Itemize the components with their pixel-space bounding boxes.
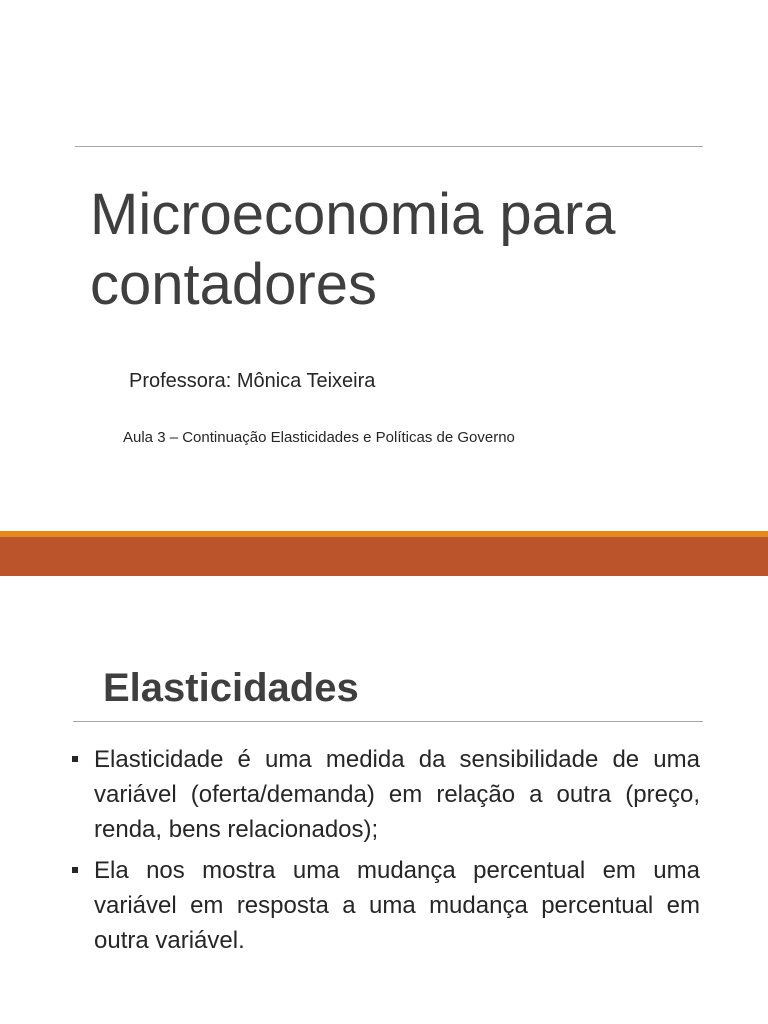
bullet-item [72,742,700,847]
bullet-list [72,742,700,964]
square-bullet-icon [72,756,78,762]
section-heading: Elasticidades [103,666,359,710]
slide-divider-band [0,531,768,576]
slide-title-line-1: Microeconomia para [90,182,616,247]
bullet-text: Elasticidade é uma medida da sensibilidade de uma variável (oferta/demanda) em relação a outra (preço, renda, bens relacionados); [94,746,700,843]
slide-title [90,180,730,320]
divider-rust-band [0,537,768,576]
slide-title-line-2: contadores [90,252,377,317]
heading-underline-rule [73,721,703,722]
title-top-rule [75,146,703,147]
bullet-item [72,853,700,958]
professor-name: Professora: Mônica Teixeira [129,370,376,392]
content-slide [0,576,768,1024]
lesson-subtitle: Aula 3 – Continuação Elasticidades e Políticas de Governo [123,429,515,446]
bullet-text: Ela nos mostra uma mudança percentual em uma variável em resposta a uma mudança percentual em outra variável. [94,857,700,954]
square-bullet-icon [72,867,78,873]
